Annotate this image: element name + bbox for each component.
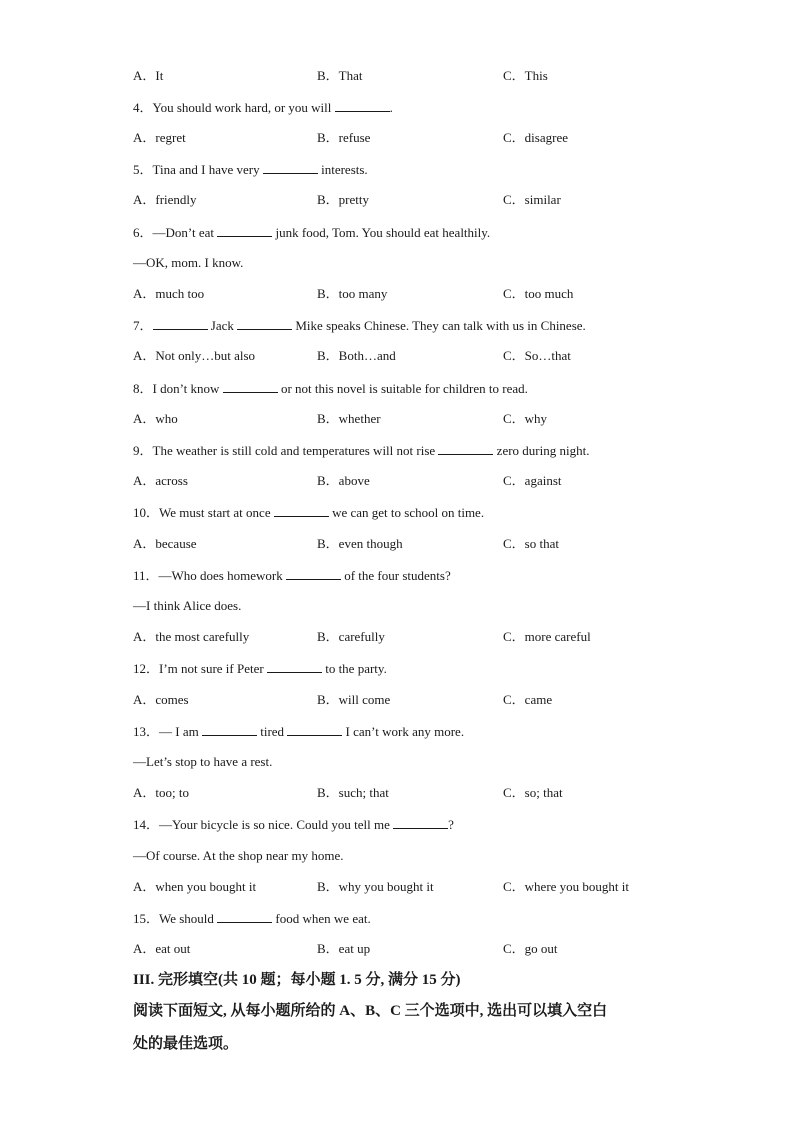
- answer-blank: [217, 224, 272, 237]
- q6-option-b: B．too many: [317, 286, 388, 301]
- q14-option-c: C．where you bought it: [503, 879, 630, 894]
- q8-option-a: A．who: [133, 411, 178, 426]
- q13-option-a: A．too; to: [133, 785, 189, 800]
- q11-option-a: A．the most carefully: [133, 629, 250, 644]
- q9-option-c: C．against: [503, 473, 562, 488]
- question-15: 15．We should food when we eat.: [133, 911, 371, 926]
- q3-option-a: A．It: [133, 68, 164, 83]
- answer-blank: [263, 161, 318, 174]
- answer-blank: [393, 816, 448, 829]
- q14-option-a: A．when you bought it: [133, 879, 257, 894]
- q15-option-a: A．eat out: [133, 941, 191, 956]
- question-5: 5．Tina and I have very interests.: [133, 162, 368, 177]
- q4-option-b: B．refuse: [317, 130, 371, 145]
- q4-option-c: C．disagree: [503, 130, 568, 145]
- question-4: 4．You should work hard, or you will .: [133, 100, 393, 115]
- q11-option-c: C．more careful: [503, 629, 591, 644]
- question-11-reply: —I think Alice does.: [133, 598, 242, 613]
- q9-option-b: B．above: [317, 473, 370, 488]
- q5-option-b: B．pretty: [317, 192, 369, 207]
- q8-option-c: C．why: [503, 411, 548, 426]
- answer-blank: [223, 380, 278, 393]
- q12-option-a: A．comes: [133, 692, 189, 707]
- question-8: 8．I don’t know or not this novel is suitable for children to read.: [133, 381, 528, 396]
- answer-blank: [287, 723, 342, 736]
- section-3-instruction-cont: 处的最佳选项。: [133, 1036, 239, 1052]
- question-14: 14．—Your bicycle is so nice. Could you tell me ?: [133, 817, 454, 832]
- q10-option-b: B．even though: [317, 536, 403, 551]
- section-3-title: III. 完形填空(共 10 题；每小题 1. 5 分, 满分 15 分): [133, 972, 461, 988]
- question-6-reply: —OK, mom. I know.: [133, 255, 244, 270]
- question-7: 7． Jack Mike speaks Chinese. They can talk with us in Chinese.: [133, 318, 586, 333]
- q10-option-a: A．because: [133, 536, 197, 551]
- q9-option-a: A．across: [133, 473, 188, 488]
- answer-blank: [202, 723, 257, 736]
- question-6: 6．—Don’t eat junk food, Tom. You should eat healthily.: [133, 225, 491, 240]
- q6-option-a: A．much too: [133, 286, 205, 301]
- q5-option-c: C．similar: [503, 192, 561, 207]
- question-9: 9．The weather is still cold and temperatures will not rise zero during night.: [133, 443, 590, 458]
- section-3-instruction: 阅读下面短文, 从每小题所给的 A、B、C 三个选项中, 选出可以填入空白: [133, 1003, 608, 1019]
- answer-blank: [153, 317, 208, 330]
- q10-option-c: C．so that: [503, 536, 559, 551]
- answer-blank: [274, 504, 329, 517]
- answer-blank: [286, 567, 341, 580]
- q15-option-b: B．eat up: [317, 941, 371, 956]
- answer-blank: [335, 99, 390, 112]
- question-14-reply: —Of course. At the shop near my home.: [133, 848, 344, 863]
- q12-option-c: C．came: [503, 692, 553, 707]
- answer-blank: [237, 317, 292, 330]
- answer-blank: [438, 442, 493, 455]
- q15-option-c: C．go out: [503, 941, 558, 956]
- question-10: 10．We must start at once we can get to school on time.: [133, 505, 485, 520]
- q7-option-b: B．Both…and: [317, 348, 396, 363]
- answer-blank: [267, 660, 322, 673]
- question-13: 13．— I am tired I can’t work any more.: [133, 724, 465, 739]
- q6-option-c: C．too much: [503, 286, 574, 301]
- q3-option-b: B．That: [317, 68, 363, 83]
- question-13-reply: —Let’s stop to have a rest.: [133, 754, 273, 769]
- q14-option-b: B．why you bought it: [317, 879, 434, 894]
- q13-option-b: B．such; that: [317, 785, 389, 800]
- q7-option-c: C．So…that: [503, 348, 571, 363]
- q11-option-b: B．carefully: [317, 629, 385, 644]
- q3-option-c: C．This: [503, 68, 548, 83]
- question-12: 12．I’m not sure if Peter to the party.: [133, 661, 387, 676]
- q7-option-a: A．Not only…but also: [133, 348, 256, 363]
- q8-option-b: B．whether: [317, 411, 381, 426]
- question-11: 11．—Who does homework of the four students?: [133, 568, 451, 583]
- q12-option-b: B．will come: [317, 692, 391, 707]
- q13-option-c: C．so; that: [503, 785, 563, 800]
- q5-option-a: A．friendly: [133, 192, 197, 207]
- answer-blank: [217, 910, 272, 923]
- q4-option-a: A．regret: [133, 130, 186, 145]
